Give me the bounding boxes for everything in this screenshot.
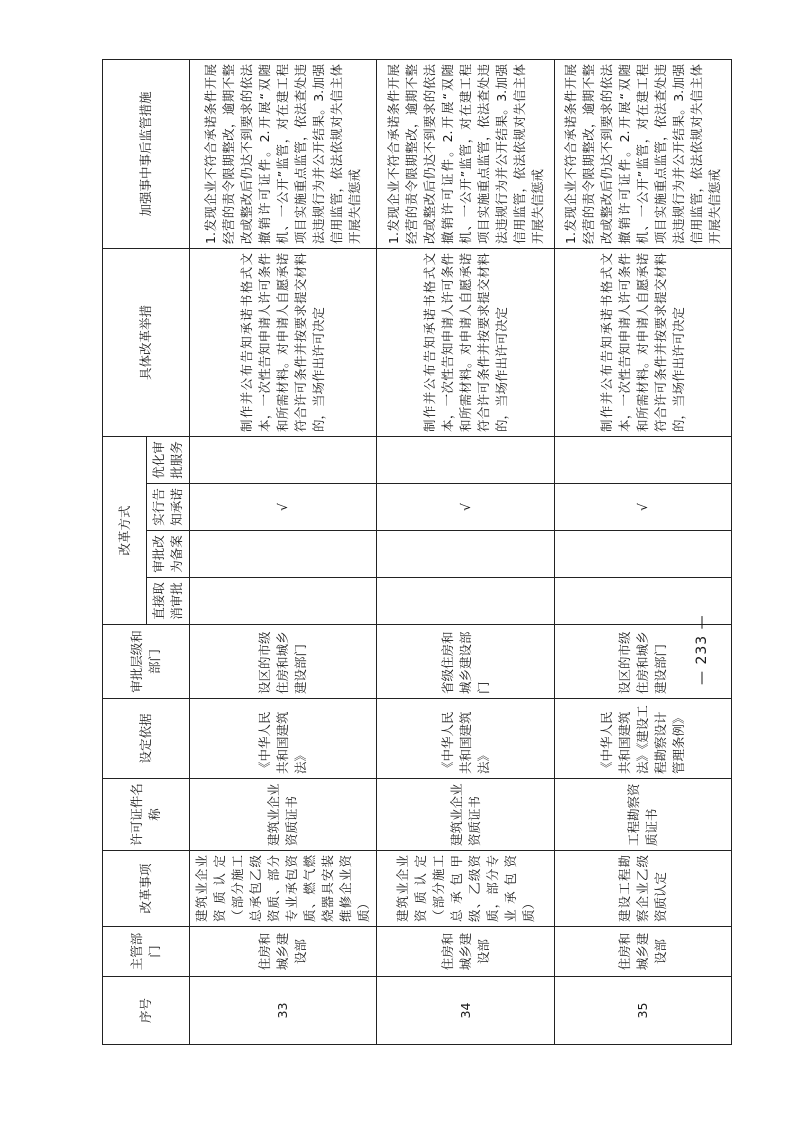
cell-approval: 设区的市级住房和城乡建设部门 (555, 625, 732, 699)
cell-approval: 设区的市级住房和城乡建设部门 (190, 625, 377, 699)
cell-seq: 35 (555, 977, 732, 1045)
cell-supervision: 1.发现企业不符合承诺条件开展经营的责令限期整改，逾期不整改或整改后仍达不到要求的依法撤销许可证件。2.开展“双随机、一公开”监管，对在建工程项目实施重点监管，依法查处违法违规行为并公开结果。3.加强信用监管，依法依规对失信主体开展失信惩戒 (555, 59, 732, 248)
reform-table (102, 59, 732, 1045)
cell-method-cancel (190, 578, 377, 625)
cell-method-filing (555, 531, 732, 578)
cell-dept: 住房和城乡建设部 (555, 927, 732, 977)
header-method-cancel: 直接取消审批 (147, 578, 190, 625)
header-method-optimize: 优化审批服务 (147, 436, 190, 483)
header-seq: 序号 (103, 977, 190, 1045)
cell-seq: 33 (190, 977, 377, 1045)
cell-measures: 制作并公布告知承诺书格式文本，一次性告知申请人许可条件和所需材料。对申请人自愿承诺符合许可条件并按要求提交材料的，当场作出许可决定 (377, 248, 555, 436)
cell-basis: 《中华人民共和国建筑法》《建设工程勘察设计管理条例》 (555, 699, 732, 779)
rotated-table-wrapper (102, 60, 722, 1045)
cell-method-optimize (377, 436, 555, 483)
cell-measures: 制作并公布告知承诺书格式文本，一次性告知申请人许可条件和所需材料。对申请人自愿承诺符合许可条件并按要求提交材料的，当场作出许可决定 (555, 248, 732, 436)
cell-dept: 住房和城乡建设部 (377, 927, 555, 977)
header-item: 改革事项 (103, 851, 190, 927)
cell-basis: 《中华人民共和国建筑法》 (377, 699, 555, 779)
cell-method-filing (377, 531, 555, 578)
cell-dept: 住房和城乡建设部 (190, 927, 377, 977)
cell-approval: 省级住房和城乡建设部门 (377, 625, 555, 699)
cell-method-optimize (555, 436, 732, 483)
header-supervision: 加强事中事后监管措施 (103, 59, 190, 248)
cell-method-cancel (377, 578, 555, 625)
cell-method-commitment: √ (190, 484, 377, 531)
cell-method-commitment: √ (377, 484, 555, 531)
cell-item: 建筑业企业资质认定（部分施工总承包乙级资质、部分专业承包资质、燃气燃烧器具安装维修企业资质） (190, 851, 377, 927)
header-license: 许可证件名称 (103, 779, 190, 851)
header-method-commitment: 实行告知承诺 (147, 484, 190, 531)
cell-item: 建设工程勘察企业乙级资质认定 (555, 851, 732, 927)
cell-method-optimize (190, 436, 377, 483)
cell-supervision: 1.发现企业不符合承诺条件开展经营的责令限期整改，逾期不整改或整改后仍达不到要求的依法撤销许可证件。2.开展“双随机、一公开”监管，对在建工程项目实施重点监管，依法查处违法违规行为并公开结果。3.加强信用监管，依法依规对失信主体开展失信惩戒 (377, 59, 555, 248)
header-method: 改革方式 (103, 436, 147, 624)
header-dept: 主管部门 (103, 927, 190, 977)
cell-license: 建筑业企业资质证书 (377, 779, 555, 851)
cell-seq: 34 (377, 977, 555, 1045)
cell-method-filing (190, 531, 377, 578)
table-row (190, 59, 377, 1044)
table-row (555, 59, 732, 1044)
header-row (103, 59, 147, 1044)
cell-supervision: 1.发现企业不符合承诺条件开展经营的责令限期整改，逾期不整改或整改后仍达不到要求的依法撤销许可证件。2.开展“双随机、一公开”监管，对在建工程项目实施重点监管，依法查处违法违规行为并公开结果。3.加强信用监管，依法依规对失信主体开展失信惩戒 (190, 59, 377, 248)
cell-license: 工程勘察资质证书 (555, 779, 732, 851)
header-approval: 审批层级和部门 (103, 625, 190, 699)
cell-method-commitment: √ (555, 484, 732, 531)
page-number: — 233 — (694, 614, 710, 686)
cell-basis: 《中华人民共和国建筑法》 (190, 699, 377, 779)
header-measures: 具体改革举措 (103, 248, 190, 436)
cell-license: 建筑业企业资质证书 (190, 779, 377, 851)
cell-item: 建筑业企业资质认定（部分施工总承包甲级、乙级资质，部分专业承包资质） (377, 851, 555, 927)
table-row (377, 59, 555, 1044)
cell-measures: 制作并公布告知承诺书格式文本，一次性告知申请人许可条件和所需材料。对申请人自愿承诺符合许可条件并按要求提交材料的，当场作出许可决定 (190, 248, 377, 436)
header-method-filing: 审批改为备案 (147, 531, 190, 578)
header-basis: 设定依据 (103, 699, 190, 779)
